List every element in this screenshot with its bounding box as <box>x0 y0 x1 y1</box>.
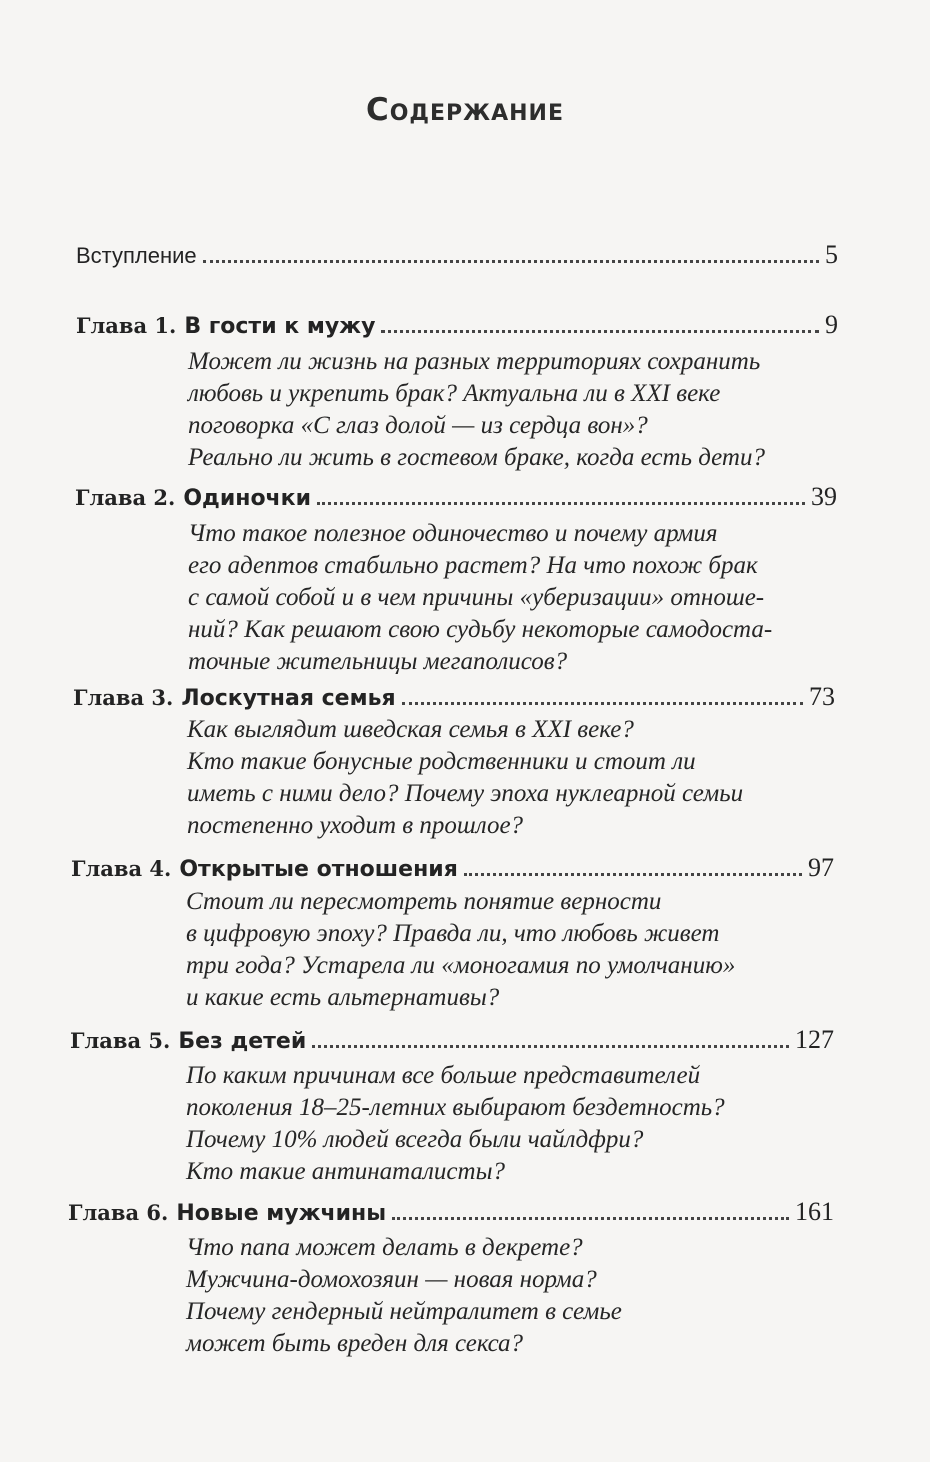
dot-leader <box>392 1217 789 1220</box>
description-line: Кто такие бонусные родственники и стоит ли <box>187 748 696 775</box>
chapter-title: В гости к мужу <box>184 314 376 339</box>
description-line: Может ли жизнь на разных территориях сохранить <box>188 348 761 375</box>
description-line: Кто такие антинаталисты? <box>186 1158 506 1185</box>
toc-entry-label <box>76 312 375 340</box>
chapter-description <box>186 886 735 1014</box>
description-line: постепенно уходит в прошлое? <box>187 812 524 839</box>
toc-entry-label <box>68 1199 386 1227</box>
page-number: 39 <box>811 482 837 511</box>
toc-entry-label <box>70 1027 306 1055</box>
dot-leader <box>402 702 803 705</box>
description-line: Реально ли жить в гостевом браке, когда есть дети? <box>188 444 765 471</box>
description-line: в цифровую эпоху? Правда ли, что любовь живет <box>186 920 720 947</box>
description-line: иметь с ними дело? Почему эпоха нуклеарной семьи <box>187 780 744 807</box>
description-line: Что такое полезное одиночество и почему армия <box>188 520 718 547</box>
dot-leader <box>381 330 819 333</box>
description-line: ний? Как решают свою судьбу некоторые самодоста- <box>188 616 773 643</box>
toc-entry-label <box>73 684 396 712</box>
page-number: 97 <box>808 853 834 882</box>
toc-entry-chapter <box>75 482 837 512</box>
toc-entry-chapter <box>70 1025 834 1055</box>
chapter-description <box>186 1060 725 1188</box>
chapter-description <box>188 346 765 474</box>
chapter-number: Глава 4. <box>71 856 172 881</box>
page-number: 9 <box>825 310 838 339</box>
description-line: Стоит ли пересмотреть понятие верности <box>186 888 662 915</box>
description-line: По каким причинам все больше представителей <box>186 1062 701 1089</box>
description-line: Что папа может делать в декрете? <box>186 1234 583 1261</box>
chapter-title: Новые мужчины <box>176 1201 387 1226</box>
toc-entry-label: Вступление <box>76 243 197 268</box>
dot-leader <box>312 1045 789 1048</box>
toc-entry-label <box>75 484 311 512</box>
page-number: 73 <box>809 682 835 711</box>
chapter-description <box>188 518 772 678</box>
chapter-title: Одиночки <box>183 486 312 511</box>
toc-entry-chapter <box>68 1197 834 1227</box>
chapter-title: Без детей <box>178 1029 307 1054</box>
page-number: 127 <box>795 1025 834 1054</box>
page-number: 161 <box>795 1197 834 1226</box>
dot-leader <box>317 502 805 505</box>
description-line: поговорка «С глаз долой — из сердца вон»? <box>188 412 648 439</box>
toc-entry-chapter <box>76 310 838 340</box>
chapter-number: Глава 6. <box>68 1200 169 1225</box>
description-line: любовь и укрепить брак? Актуальна ли в XXI веке <box>188 380 721 407</box>
toc-entry-chapter <box>73 682 835 712</box>
chapter-title: Открытые отношения <box>179 857 458 882</box>
page-title: Содержание <box>365 92 564 128</box>
description-line: Мужчина-домохозяин — новая норма? <box>186 1266 597 1293</box>
description-line: его адептов стабильно растет? На что похож брак <box>188 552 758 579</box>
dot-leader <box>203 260 819 263</box>
description-line: и какие есть альтернативы? <box>186 984 500 1011</box>
toc-entry-intro <box>76 240 838 270</box>
chapter-description <box>186 1232 622 1360</box>
description-line: Как выглядит шведская семья в XXI веке? <box>187 716 634 743</box>
chapter-number: Глава 1. <box>76 313 177 338</box>
description-line: поколения 18–25-летних выбирают бездетность? <box>186 1094 725 1121</box>
description-line: Почему 10% людей всегда были чайлдфри? <box>186 1126 644 1153</box>
description-line: с самой собой и в чем причины «уберизации» отноше- <box>188 584 765 611</box>
toc-entry-chapter <box>71 853 834 883</box>
description-line: три года? Устарела ли «моногамия по умолчанию» <box>186 952 736 979</box>
description-line: может быть вреден для секса? <box>186 1330 524 1357</box>
page-number: 5 <box>825 240 838 269</box>
description-line: Почему гендерный нейтралитет в семье <box>186 1298 622 1325</box>
chapter-description <box>187 714 743 842</box>
dot-leader <box>464 873 802 876</box>
chapter-title: Лоскутная семья <box>181 686 396 711</box>
description-line: точные жительницы мегаполисов? <box>188 648 568 675</box>
toc-entry-label <box>71 855 458 883</box>
chapter-number: Глава 2. <box>75 485 176 510</box>
chapter-number: Глава 5. <box>70 1028 171 1053</box>
chapter-number: Глава 3. <box>73 685 174 710</box>
